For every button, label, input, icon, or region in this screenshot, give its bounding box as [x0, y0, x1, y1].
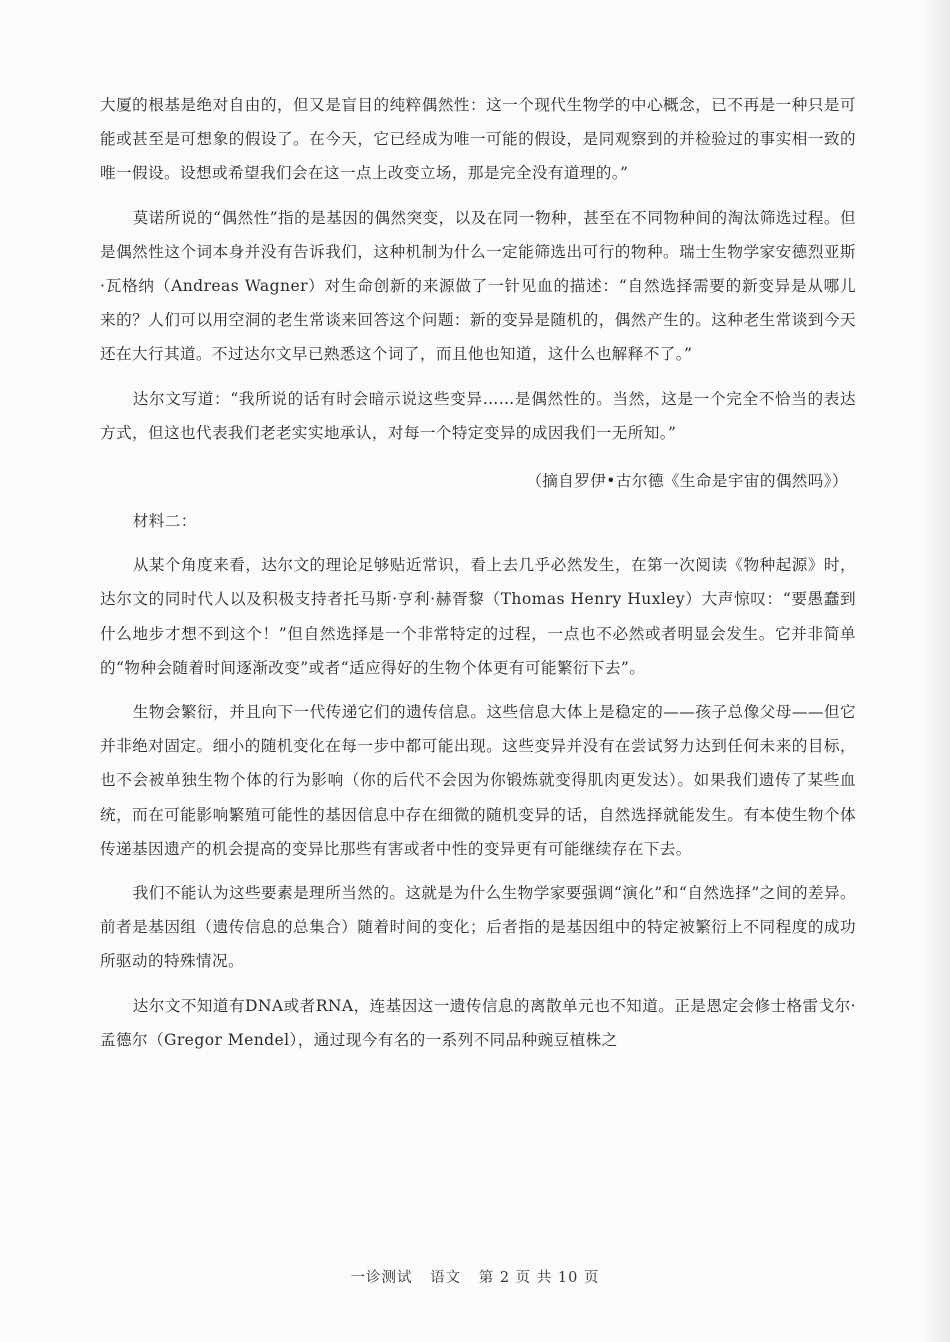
- paragraph-5: 生物会繁衍，并且向下一代传递它们的遗传信息。这些信息大体上是稳定的——孩子总像父母——但它并非绝对固定。细小的随机变化在每一步中都可能出现。这些变异并没有在尝试努力达到任何未来的目标，也不会被单独生物个体的行为影响（你的后代不会因为你锻炼就变得肌肉更发达）。如果我们遗传了某些血统，而在可能影响繁殖可能性的基因信息中存在细微的随机变异的话，自然选择就能发生。有本使生物个体传递基因遗产的机会提高的变异比那些有害或者中性的变异更有可能继续存在下去。: [100, 703, 856, 858]
- section-label: 材料二：: [132, 512, 197, 531]
- paragraph-2: 莫诺所说的“偶然性”指的是基因的偶然突变，以及在同一物种，甚至在不同物种间的淘汰筛选过程。但是偶然性这个词本身并没有告诉我们，这种机制为什么一定能筛选出可行的物种。瑞士生物学家安德烈亚斯·瓦格纳（Andreas Wagner）对生命创新的来源做了一针见血的描述：“自然选择需要的新变异是从哪儿来的？人们可以用空洞的老生常谈来回答这个问题：新的变异是随机的，偶然产生的。这种老生常谈到今天还在大行其道。不过达尔文早已熟悉这个词了，而且他也知道，这什么也解释不了。”: [100, 208, 856, 364]
- footer-exam: 一诊测试: [350, 1270, 413, 1286]
- paragraph-1: 大厦的根基是绝对自由的，但又是盲目的纯粹偶然性：这一个现代生物学的中心概念，已不再是一种只是可能或甚至是可想象的假设了。在今天，它已经成为唯一可能的假设，是同观察到的并检验过的事实相一致的唯一假设。设想或希望我们会在这一点上改变立场，那是完全没有道理的。”: [100, 96, 856, 183]
- page-edge-shadow: [922, 0, 950, 1342]
- paragraph-7: 达尔文不知道有DNA或者RNA，连基因这一遗传信息的离散单元也不知道。正是恩定会修士格雷戈尔·孟德尔（Gregor Mendel），通过现今有名的一系列不同品种豌豆植株之: [100, 996, 856, 1049]
- paragraph-3: 达尔文写道：“我所说的话有时会暗示说这些变异……是偶然性的。当然，这是一个完全不恰当的表达方式，但这也代表我们老老实实地承认，对每一个特定变异的成因我们一无所知。”: [100, 389, 856, 442]
- paragraph-4: 从某个角度来看，达尔文的理论足够贴近常识，看上去几乎必然发生，在第一次阅读《物种起源》时，达尔文的同时代人以及积极支持者托马斯·亨利·赫胥黎（Thomas Henry Huxley）大声惊叹：“要愚蠢到什么地步才想不到这个！”但自然选择是一个非常特定的过程，一点也不必然或者明显会发生。它并非简单的“物种会随着时间逐渐改变”或者“适应得好的生物个体更有可能繁衍下去”。: [100, 556, 856, 677]
- footer-subject: 语文: [430, 1270, 462, 1286]
- footer-page-number: 第 2 页 共 10 页: [478, 1270, 600, 1286]
- page-footer: [0, 1266, 950, 1287]
- source-citation: （摘自罗伊•古尔德《生命是宇宙的偶然吗》）: [526, 472, 848, 491]
- document-body: [100, 88, 856, 1057]
- paragraph-6: 我们不能认为这些要素是理所当然的。这就是为什么生物学家要强调“演化”和“自然选择”之间的差异。前者是基因组（遗传信息的总集合）随着时间的变化；后者指的是基因组中的特定被繁衍上不同程度的成功所驱动的特殊情况。: [100, 884, 856, 971]
